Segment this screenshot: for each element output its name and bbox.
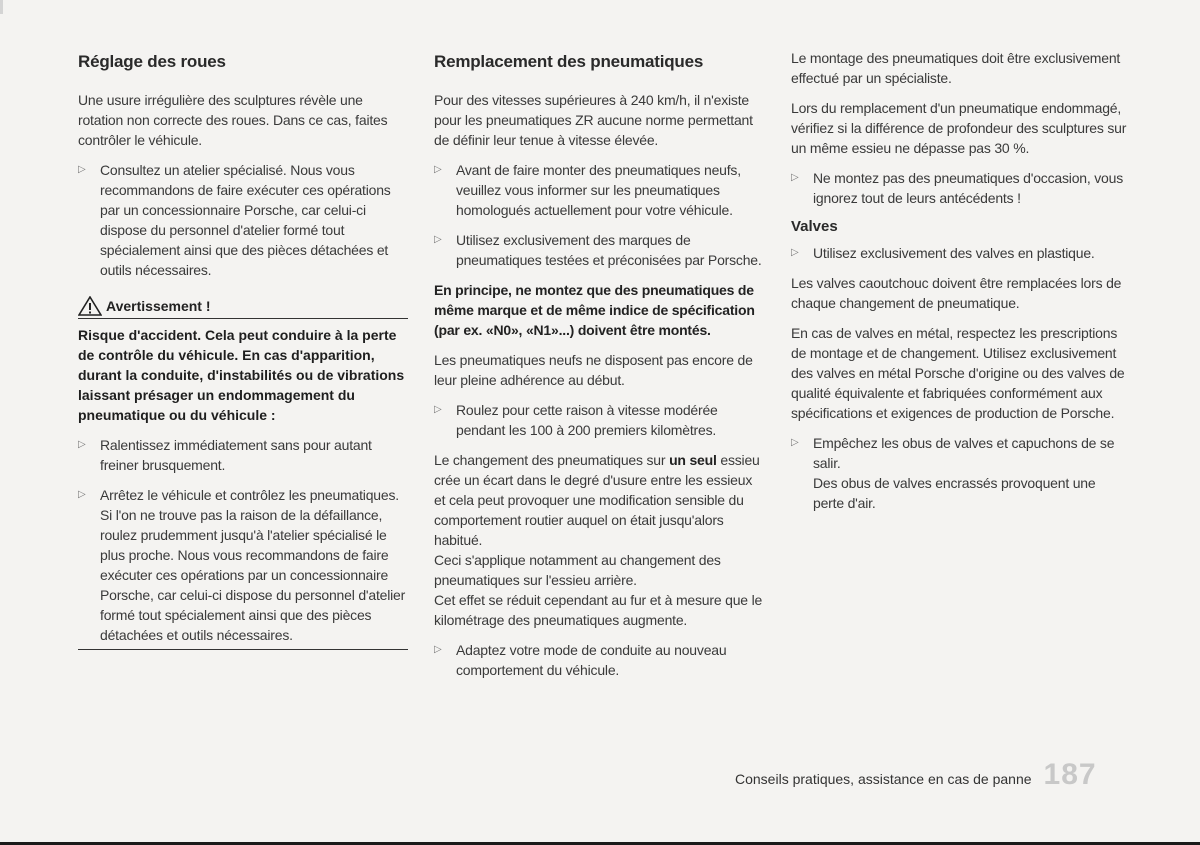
text-run: Ceci s'applique notamment au changement des pneumatiques sur l'essieu arrière.	[434, 552, 721, 588]
list-item	[791, 433, 1127, 513]
page-number: 187	[1043, 758, 1097, 791]
triangle-right-icon: ▷	[791, 247, 799, 258]
paragraph: Les valves caoutchouc doivent être remplacées lors de chaque changement de pneumatique.	[791, 275, 1122, 311]
paragraph: En cas de valves en métal, respectez les prescriptions de montage et de changement. Utilisez exclusivement des valves en métal Porsche d'origine ou des valves de qualité équivalente et fabriquées conformément aux spécifications et exigences de production de Porsche.	[791, 325, 1125, 421]
page-footer	[735, 758, 1097, 792]
section-title-valves: Valves	[791, 218, 838, 235]
list-item-text: Consultez un atelier spécialisé. Nous vous recommandons de faire exécuter ces opérations par un concessionnaire Porsche, car celui-ci dispose du personnel d'atelier formé tout spécialement ainsi que des pièces détachées et outils nécessaires.	[100, 162, 391, 278]
list-item-text: Ralentissez immédiatement sans pour autant freiner brusquement.	[100, 437, 372, 473]
paragraph: Les pneumatiques neufs ne disposent pas encore de leur pleine adhérence au début.	[434, 352, 753, 388]
list-item	[78, 485, 408, 645]
triangle-right-icon: ▷	[434, 404, 442, 415]
list-item-text: Utilisez exclusivement des marques de pneumatiques testées et préconisées par Porsche.	[456, 232, 762, 268]
column-wheel-alignment	[78, 48, 408, 650]
list-item-text: Roulez pour cette raison à vitesse modérée pendant les 100 à 200 premiers kilomètres.	[456, 402, 718, 438]
warning-triangle-icon	[78, 296, 102, 316]
paragraph	[434, 450, 766, 630]
section-title-wheel-alignment: Réglage des roues	[78, 52, 226, 71]
triangle-right-icon: ▷	[434, 234, 442, 245]
list-item-text: Avant de faire monter des pneumatiques neufs, veuillez vous informer sur les pneumatiques homologués actuellement pour votre véhicule.	[456, 162, 741, 218]
text-run: Cet effet se réduit cependant au fur et à mesure que le kilométrage des pneumatiques augmente.	[434, 592, 763, 628]
triangle-right-icon: ▷	[434, 164, 442, 175]
triangle-right-icon: ▷	[78, 164, 86, 175]
triangle-right-icon: ▷	[791, 172, 799, 183]
list-item-text: Utilisez exclusivement des valves en plastique.	[813, 245, 1095, 261]
list-item-text-continued: Si l'on ne trouve pas la raison de la défaillance, roulez prudemment jusqu'à l'atelier spécialisé le plus proche. Nous vous recommandons de faire exécuter ces opérations par un concessionnaire Porsche, car celui-ci dispose du personnel d'atelier formé tout spécialement ainsi que des pièces détachées et outils nécessaires.	[100, 507, 406, 643]
warning-header	[78, 296, 408, 319]
column-tire-replacement	[434, 48, 766, 690]
emphasis-text: un seul	[669, 452, 717, 468]
column-mounting-valves	[791, 48, 1127, 523]
edge-mark	[0, 0, 3, 14]
warning-title: Avertissement !	[106, 298, 211, 314]
list-item	[434, 640, 766, 680]
text-run: essieu crée un écart dans le degré d'usure entre les essieux et cela peut provoquer une modification sensible du comportement routier auquel on était jusqu'alors habitué.	[434, 452, 760, 548]
footer-section-title: Conseils pratiques, assistance en cas de panne	[735, 771, 1032, 787]
list-item	[791, 168, 1127, 208]
list-item-text: Arrêtez le véhicule et contrôlez les pneumatiques.	[100, 487, 399, 503]
warning-end-rule	[78, 649, 408, 650]
list-item-text: Ne montez pas des pneumatiques d'occasion, vous ignorez tout de leurs antécédents !	[813, 170, 1124, 206]
warning-text: Risque d'accident. Cela peut conduire à la perte de contrôle du véhicule. En cas d'apparition, durant la conduite, d'instabilités ou de vibrations laissant présager un endommagement du pneumatique ou du véhicule :	[78, 327, 405, 423]
triangle-right-icon: ▷	[78, 439, 86, 450]
list-item-text: Adaptez votre mode de conduite au nouveau comportement du véhicule.	[456, 642, 727, 678]
list-item	[434, 230, 766, 270]
list-item	[78, 160, 408, 280]
list-item-text: Empêchez les obus de valves et capuchons de se salir.	[813, 435, 1115, 471]
paragraph: Pour des vitesses supérieures à 240 km/h, il n'existe pour les pneumatiques ZR aucune norme permettant de définir leur tenue à vitesse élevée.	[434, 92, 753, 148]
list-item	[791, 243, 1127, 263]
text-run: Le changement des pneumatiques sur	[434, 452, 666, 468]
list-item-text-continued: Des obus de valves encrassés provoquent une perte d'air.	[813, 475, 1096, 511]
paragraph: Une usure irrégulière des sculptures révèle une rotation non correcte des roues. Dans ce cas, faites contrôler le véhicule.	[78, 92, 388, 148]
list-item	[434, 400, 766, 440]
list-item	[434, 160, 766, 220]
triangle-right-icon: ▷	[791, 437, 799, 448]
triangle-right-icon: ▷	[78, 489, 86, 500]
list-item	[78, 435, 408, 475]
paragraph: Le montage des pneumatiques doit être exclusivement effectué par un spécialiste.	[791, 50, 1121, 86]
paragraph: Lors du remplacement d'un pneumatique endommagé, vérifiez si la différence de profondeur des sculptures sur un même essieu ne dépasse pas 30 %.	[791, 100, 1127, 156]
bold-paragraph: En principe, ne montez que des pneumatiques de même marque et de même indice de spécification (par ex. «N0», «N1»...) doivent être montés.	[434, 282, 755, 338]
triangle-right-icon: ▷	[434, 644, 442, 655]
section-title-tire-replacement: Remplacement des pneumatiques	[434, 52, 704, 71]
